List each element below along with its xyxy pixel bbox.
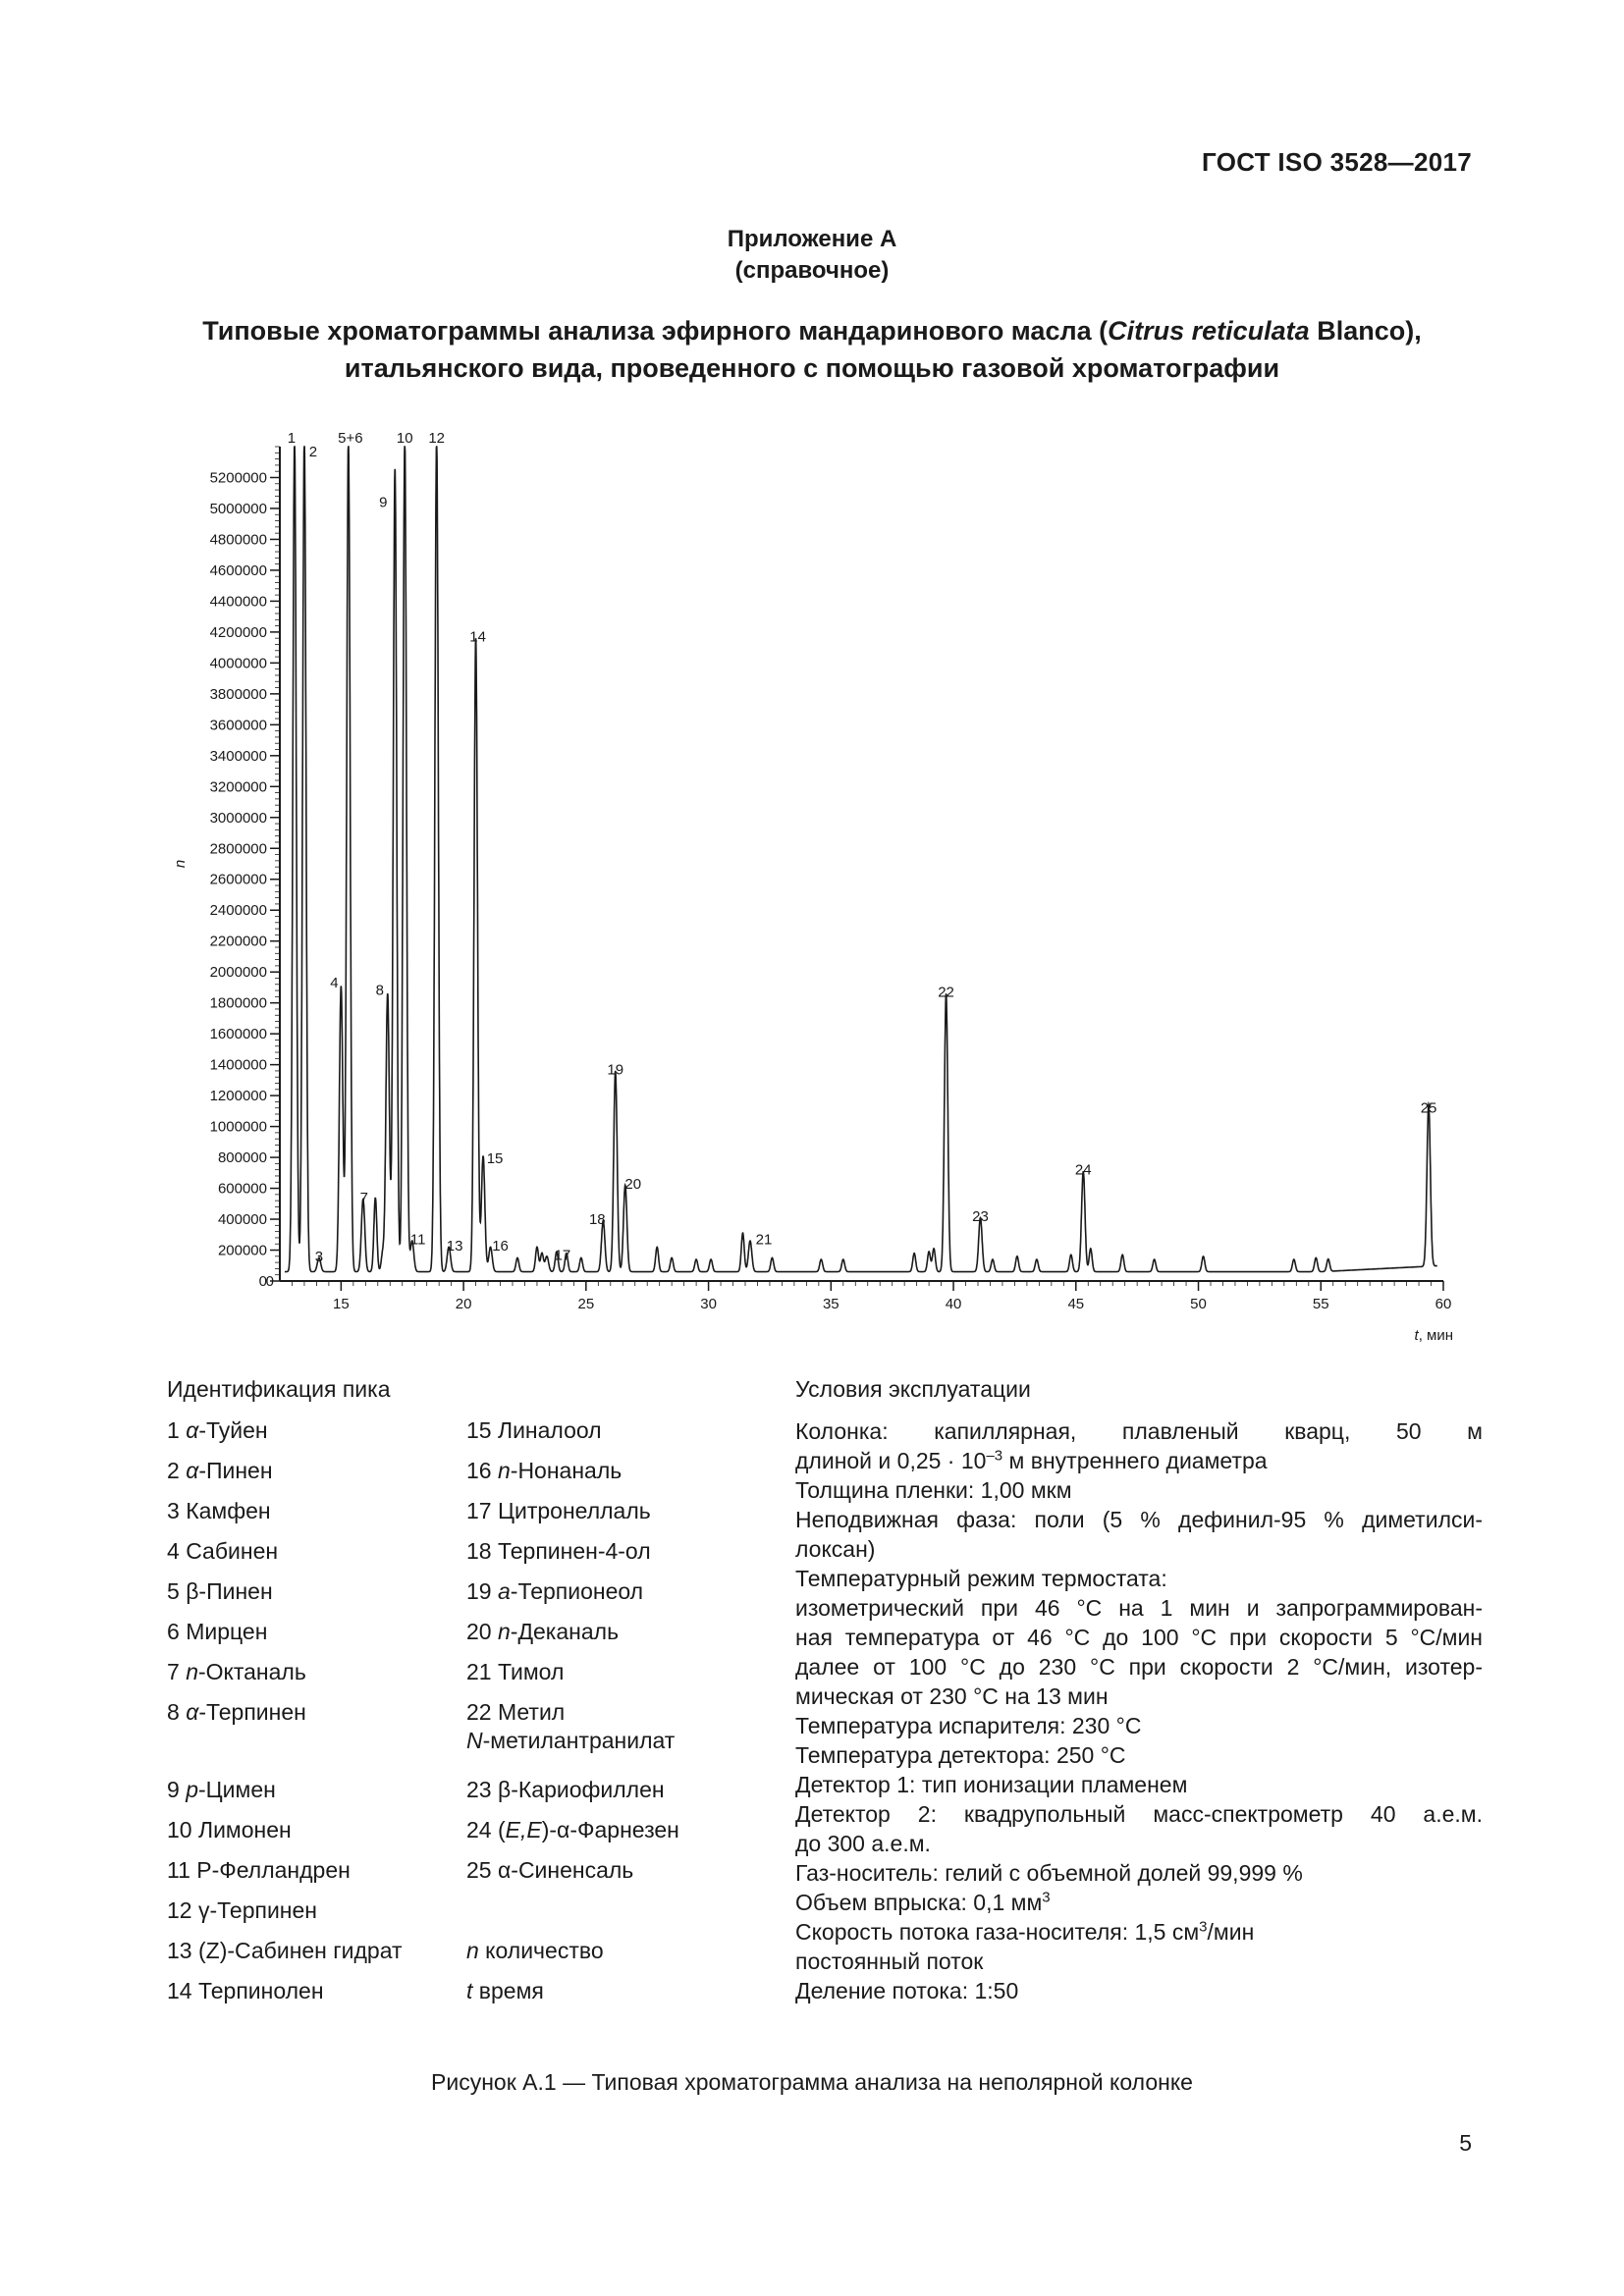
condition-detector-2-cont: до 300 а.е.м. [795,1831,931,1856]
heading-line-2: итальянского вида, проведенного с помощью газовой хроматографии [344,353,1280,383]
y-tick-label: 2200000 [209,933,267,950]
condition-temp-4: мическая от 230 °С на 13 мин [795,1683,1109,1709]
y-tick-label: 2000000 [209,964,267,982]
y-tick-label: 800000 [217,1149,267,1167]
peak-label: 13 [446,1237,463,1255]
peak-id-row [167,1856,461,1885]
peak-id-row [466,1577,751,1606]
peak-id-number: 12 [167,1897,198,1923]
peak-label: 23 [972,1207,989,1225]
peak-id-number: 13 [167,1938,198,1963]
condition-column-dims [795,1446,1483,1475]
peak-id-name: Р-Фелландрен [196,1857,351,1883]
legend-text: время [472,1978,544,2003]
peak-id-row [167,1457,461,1485]
y-tick-label: 1600000 [209,1026,267,1043]
heading-line-1 [147,312,1477,349]
peak-id-name: β-Пинен [186,1578,273,1604]
condition-phase-cont: локсан) [795,1536,876,1562]
x-tick-label: 15 [333,1296,350,1312]
identification-title: Идентификация пика [167,1376,391,1402]
y-tick-label: 1400000 [209,1056,267,1074]
peak-id-row [167,1698,461,1727]
legend-text: количество [478,1938,604,1963]
condition-temp-3: далее от 100 °С до 230 °С при скорости 2 °С/мин, изотер- [795,1654,1483,1680]
condition-split: Деление потока: 1:50 [795,1978,1019,2003]
condition-sup: 3 [1042,1889,1051,1906]
peak-id-number: 20 [466,1619,498,1644]
x-axis-unit: , мин [1418,1327,1453,1344]
condition-phase: Неподвижная фаза: поли (5 % дефинил-95 % диметилси- [795,1507,1483,1532]
peak-id-name: Цитронеллаль [497,1498,651,1523]
peak-id-number: 5 [167,1578,187,1604]
appendix-heading [0,224,1624,287]
condition-carrier-gas: Газ-носитель: гелий с объемной долей 99,999 % [795,1860,1303,1886]
condition-text: м внутреннего диаметра [1002,1448,1268,1473]
peak-id-number: 23 [466,1777,498,1802]
chromatogram-trace [285,447,1437,1272]
peak-id-number: 17 [466,1498,498,1523]
condition-film: Толщина пленки: 1,00 мкм [795,1477,1072,1503]
peak-id-number: 18 [466,1538,498,1564]
peak-label: 18 [588,1211,606,1229]
peak-id-name: -метилантранилат [482,1728,676,1753]
peak-id-number: 11 [167,1857,197,1883]
y-tick-label: 2600000 [209,871,267,888]
peak-id-row [167,1816,461,1844]
peak-label: 25 [1420,1099,1437,1117]
y-tick-label: 2400000 [209,902,267,920]
y-tick-label: 4400000 [209,593,267,611]
operating-conditions [795,1416,1483,2005]
peak-label: 19 [607,1061,624,1079]
peak-label: 21 [755,1231,773,1249]
peak-id-number: 8 [167,1699,187,1725]
peak-id-number: 24 [466,1817,498,1842]
peak-label: 16 [492,1237,509,1255]
peak-id-name: Камфен [186,1498,271,1523]
x-tick-label: 25 [577,1296,595,1312]
peak-label: 11 [409,1231,426,1249]
x-tick-label: 20 [455,1296,472,1312]
y-tick-label: 1200000 [209,1088,267,1105]
peak-label: 3 [314,1248,324,1265]
y-tick-label: 4000000 [209,655,267,672]
conditions-title: Условия эксплуатации [795,1376,1031,1402]
legend-n [466,1937,751,1965]
condition-column: Колонка: капиллярная, плавленый кварц, 50 м [795,1418,1483,1444]
peak-id-name: γ-Терпинен [197,1897,317,1923]
peak-id-number: 1 [167,1417,187,1443]
y-tick-label: 3400000 [209,747,267,765]
peak-id-name: -Деканаль [510,1619,620,1644]
y-tick-label: 0 [258,1273,267,1290]
peak-id-row [466,1698,751,1755]
peak-id-name-line2 [466,1727,751,1755]
peak-id-name-italic: n [497,1458,511,1483]
peak-id-name: (Z)-Сабинен гидрат [197,1938,403,1963]
figure-caption: Рисунок А.1 — Типовая хроматограмма анализа на неполярной колонке [431,2069,1193,2095]
peak-id-number: 9 [167,1777,187,1802]
condition-detector-temp: Температура детектора: 250 °С [795,1742,1126,1768]
peak-id-name: -Октаналь [197,1659,306,1684]
condition-text: Объем впрыска: 0,1 мм [795,1890,1043,1915]
peak-id-row [167,1937,461,1965]
peak-id-row [466,1658,751,1686]
y-tick-label: 200000 [217,1242,267,1259]
peak-id-name-italic: n [186,1659,198,1684]
x-tick-label: 55 [1312,1296,1329,1312]
y-tick-label: 4800000 [209,531,267,549]
peak-id-number: 19 [466,1578,498,1604]
peak-id-name: -Нонаналь [510,1458,623,1483]
peak-id-name-italic: n [497,1619,511,1644]
peak-id-row [466,1537,751,1566]
figure-heading [147,312,1477,387]
y-tick-label: 4600000 [209,561,267,579]
peak-id-number: 16 [466,1458,498,1483]
condition-temp-2: ная температура от 46 °С до 100 °С при скорости 5 °С/мин [795,1625,1483,1650]
heading-text: Типовые хроматограммы анализа эфирного мандаринового масла ( [202,316,1109,346]
condition-detector-2: Детектор 2: квадрупольный масс-спектрометр 40 а.е.м. [795,1801,1483,1827]
peak-id-number: 4 [167,1538,187,1564]
peak-id-row [466,1776,751,1804]
peak-id-name: -Терпинен [198,1699,306,1725]
peak-label: 10 [396,430,413,447]
peak-label: 8 [375,982,384,999]
peak-id-name-italic: N [466,1728,483,1753]
appendix-title: Приложение А [727,226,897,252]
heading-species: Citrus reticulata [1108,316,1310,346]
peak-id-row [466,1856,751,1885]
y-tick-label: 3200000 [209,778,267,796]
peak-id-row [167,1658,461,1686]
peak-label: 12 [428,430,446,447]
peak-id-name-italic: p [186,1777,198,1802]
y-tick-label: 600000 [217,1180,267,1198]
peak-label: 22 [938,984,954,1001]
y-tick-label: 4200000 [209,623,267,641]
condition-sup: –3 [986,1447,1003,1465]
y-tick-label: 2800000 [209,840,267,858]
peak-label: 5+6 [338,430,363,447]
condition-text: /мин [1207,1919,1255,1945]
peak-label: 1 [287,430,297,447]
peak-id-name: -Цимен [197,1777,276,1802]
peak-id-name: -Пинен [198,1458,273,1483]
peak-id-row [167,1977,461,2005]
x-axis-symbol: t [1414,1327,1419,1344]
peak-id-row [466,1816,751,1844]
peak-id-row [466,1618,751,1646]
peak-id-number: 15 [466,1417,498,1443]
condition-evaporator: Температура испарителя: 230 °С [795,1713,1142,1738]
peak-id-name: Линалоол [497,1417,602,1443]
condition-detector-1: Детектор 1: тип ионизации пламенем [795,1772,1188,1797]
peak-id-name: Терпинолен [197,1978,324,2003]
peak-id-number: 14 [167,1978,198,2003]
peak-id-name: Мирцен [186,1619,268,1644]
peak-id-name: )-α-Фарнезен [541,1817,679,1842]
peak-label: 24 [1074,1161,1092,1179]
condition-temp-title: Температурный режим термостата: [795,1566,1167,1591]
peak-id-name: Терпинен-4-ол [497,1538,651,1564]
peak-id-number: 7 [167,1659,187,1684]
peak-id-row [466,1457,751,1485]
peak-id-name: Тимол [497,1659,565,1684]
peak-id-name-italic: α [186,1417,199,1443]
peak-label: 9 [379,494,388,511]
peak-label: 2 [308,444,318,460]
peak-id-row [466,1497,751,1525]
heading-text: Blanco), [1309,316,1422,346]
peak-id-number: 10 [167,1817,198,1842]
condition-flow [795,1917,1483,1947]
peak-label: 20 [624,1175,642,1193]
peak-id-name: Сабинен [186,1538,279,1564]
y-tick-label: 3000000 [209,809,267,827]
x-tick-label: 35 [822,1296,839,1312]
origin-label: 0 [265,1273,274,1290]
peak-id-number: 3 [167,1498,187,1523]
y-tick-label: 1000000 [209,1118,267,1136]
peak-id-row [167,1497,461,1525]
y-axis-label: n [172,859,189,869]
peak-id-number: 25 [466,1857,498,1883]
peak-id-row [167,1416,461,1445]
x-tick-label: 30 [700,1296,717,1312]
legend-t [466,1977,751,2005]
peak-id-name: -Терпионеол [510,1578,644,1604]
condition-text: Скорость потока газа-носителя: 1,5 см [795,1919,1200,1945]
peak-id-number: 2 [167,1458,187,1483]
peak-label: 15 [486,1149,504,1167]
y-tick-label: 3800000 [209,685,267,703]
peak-id-name: ( [497,1817,506,1842]
peak-id-name-italic: α [186,1699,199,1725]
peak-id-row [466,1416,751,1445]
x-tick-label: 60 [1435,1296,1452,1312]
peak-id-row [167,1577,461,1606]
peak-id-row [167,1537,461,1566]
document-code: ГОСТ ISO 3528—2017 [1202,147,1472,177]
y-tick-label: 400000 [217,1211,267,1229]
peak-id-row [167,1776,461,1804]
peak-id-row [167,1618,461,1646]
peak-id-name: Лимонен [197,1817,292,1842]
peak-label: 17 [554,1247,571,1264]
legend-symbol: n [466,1938,479,1963]
peak-id-number: 6 [167,1619,187,1644]
peak-id-name-italic: a [497,1578,511,1604]
condition-text: длиной и 0,25 · 10 [795,1448,987,1473]
peak-id-name: β-Кариофиллен [497,1777,665,1802]
chromatogram-svg [147,417,1483,1350]
peak-label: 7 [359,1190,368,1207]
y-tick-label: 3600000 [209,717,267,734]
peak-id-number: 21 [466,1659,498,1684]
peak-id-number: 22 [466,1699,498,1725]
y-tick-label: 5000000 [209,500,267,517]
legend-symbol: t [466,1978,473,2003]
y-tick-label: 5200000 [209,469,267,487]
appendix-type: (справочное) [734,257,890,284]
peak-label: 14 [469,628,486,646]
page-number: 5 [1459,2130,1472,2156]
y-tick-label: 1800000 [209,994,267,1012]
x-axis-label [1415,1327,1453,1344]
peak-id-name: Метил [497,1699,566,1725]
condition-temp-1: изометрический при 46 °С на 1 мин и запрограммирован- [795,1595,1483,1621]
condition-sup: 3 [1199,1918,1208,1936]
peak-label: 4 [330,974,339,991]
chromatogram-chart [147,417,1483,1350]
peak-id-name: α-Синенсаль [497,1857,634,1883]
x-tick-label: 40 [945,1296,962,1312]
x-tick-label: 50 [1190,1296,1207,1312]
peak-id-name-italic: E,E [505,1817,542,1842]
peak-id-name-italic: α [186,1458,199,1483]
peak-id-name: -Туйен [198,1417,268,1443]
condition-flow-mode: постоянный поток [795,1949,984,1974]
condition-injection [795,1888,1483,1917]
peak-id-row [167,1896,461,1925]
x-tick-label: 45 [1067,1296,1085,1312]
